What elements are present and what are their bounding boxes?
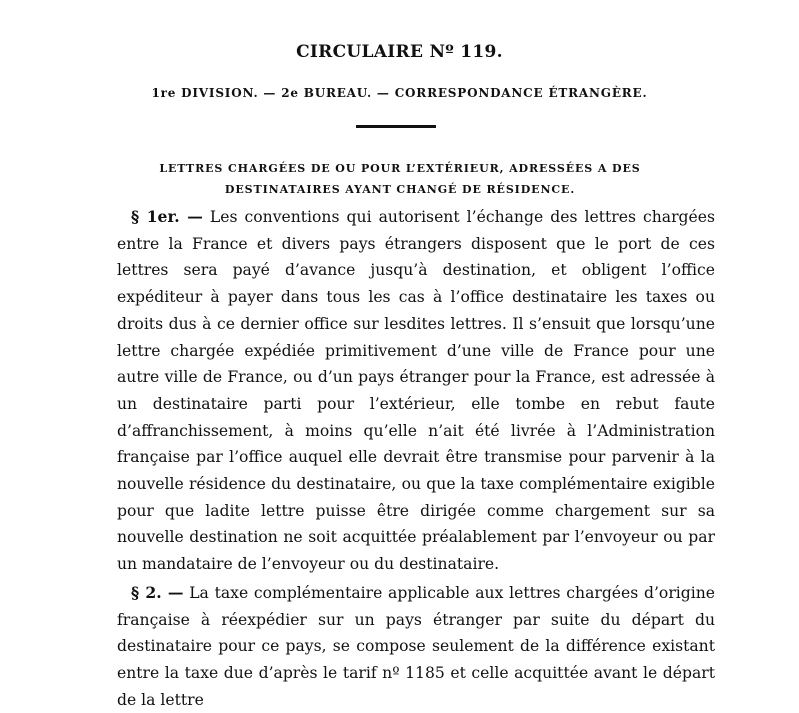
- paragraph-2-marker: § 2. —: [131, 582, 184, 602]
- paragraph-1: [117, 204, 715, 578]
- paragraph-1-marker: § 1er. —: [131, 207, 203, 226]
- paragraph-2: [117, 580, 715, 713]
- body-text: [117, 204, 715, 713]
- subject-heading: LETTRES CHARGÉES DE OU POUR L’EXTÉRIEUR, ADRESSÉES A DES DESTINATAIRES AYANT CHANGÉ DE RÉSIDENCE.: [159, 162, 641, 196]
- section-divider: [356, 125, 436, 128]
- paragraph-1-text: Les conventions qui autorisent l’échange des lettres chargées entre la France et divers pays étrangers disposent que le port de ces lettres sera payé d’avance jusqu’à destination, et obligent l’office expéditeur à payer dans tous les cas à l’office destinataire les taxes ou droits dus à ce dernier office sur lesdites lettres. Il s’ensuit que lorsqu’une lettre chargée expédiée primitivement d’une ville de France pour une autre ville de France, ou d’un pays étranger pour la France, est adressée à un destinataire parti pour l’extérieur, elle tombe en rebut faute d’affranchissement, à moins qu’elle n’ait été livrée à l’Administration française par l’office auquel elle devrait être transmise pour parvenir à la nouvelle résidence du destinataire, ou que la taxe complémentaire exigible pour que ladite lettre puisse être dirigée comme chargement sur sa nouvelle destination ne soit acquittée préalablement par l’envoyeur ou par un mandataire de l’envoyeur ou du destinataire.: [117, 208, 715, 574]
- paragraph-2-text: La taxe complémentaire applicable aux lettres chargées d’origine française à réexpédier sur un pays étranger par suite du départ du destinataire pour ce pays, se compose seulement de la différence existant entre la taxe due d’après le tarif nº 1185 et celle acquittée avant le départ de la lettre: [117, 583, 716, 709]
- division-line: 1re DIVISION. — 2e BUREAU. — CORRESPONDANCE ÉTRANGÈRE.: [151, 86, 648, 100]
- circular-title: CIRCULAIRE Nº 119.: [296, 42, 503, 62]
